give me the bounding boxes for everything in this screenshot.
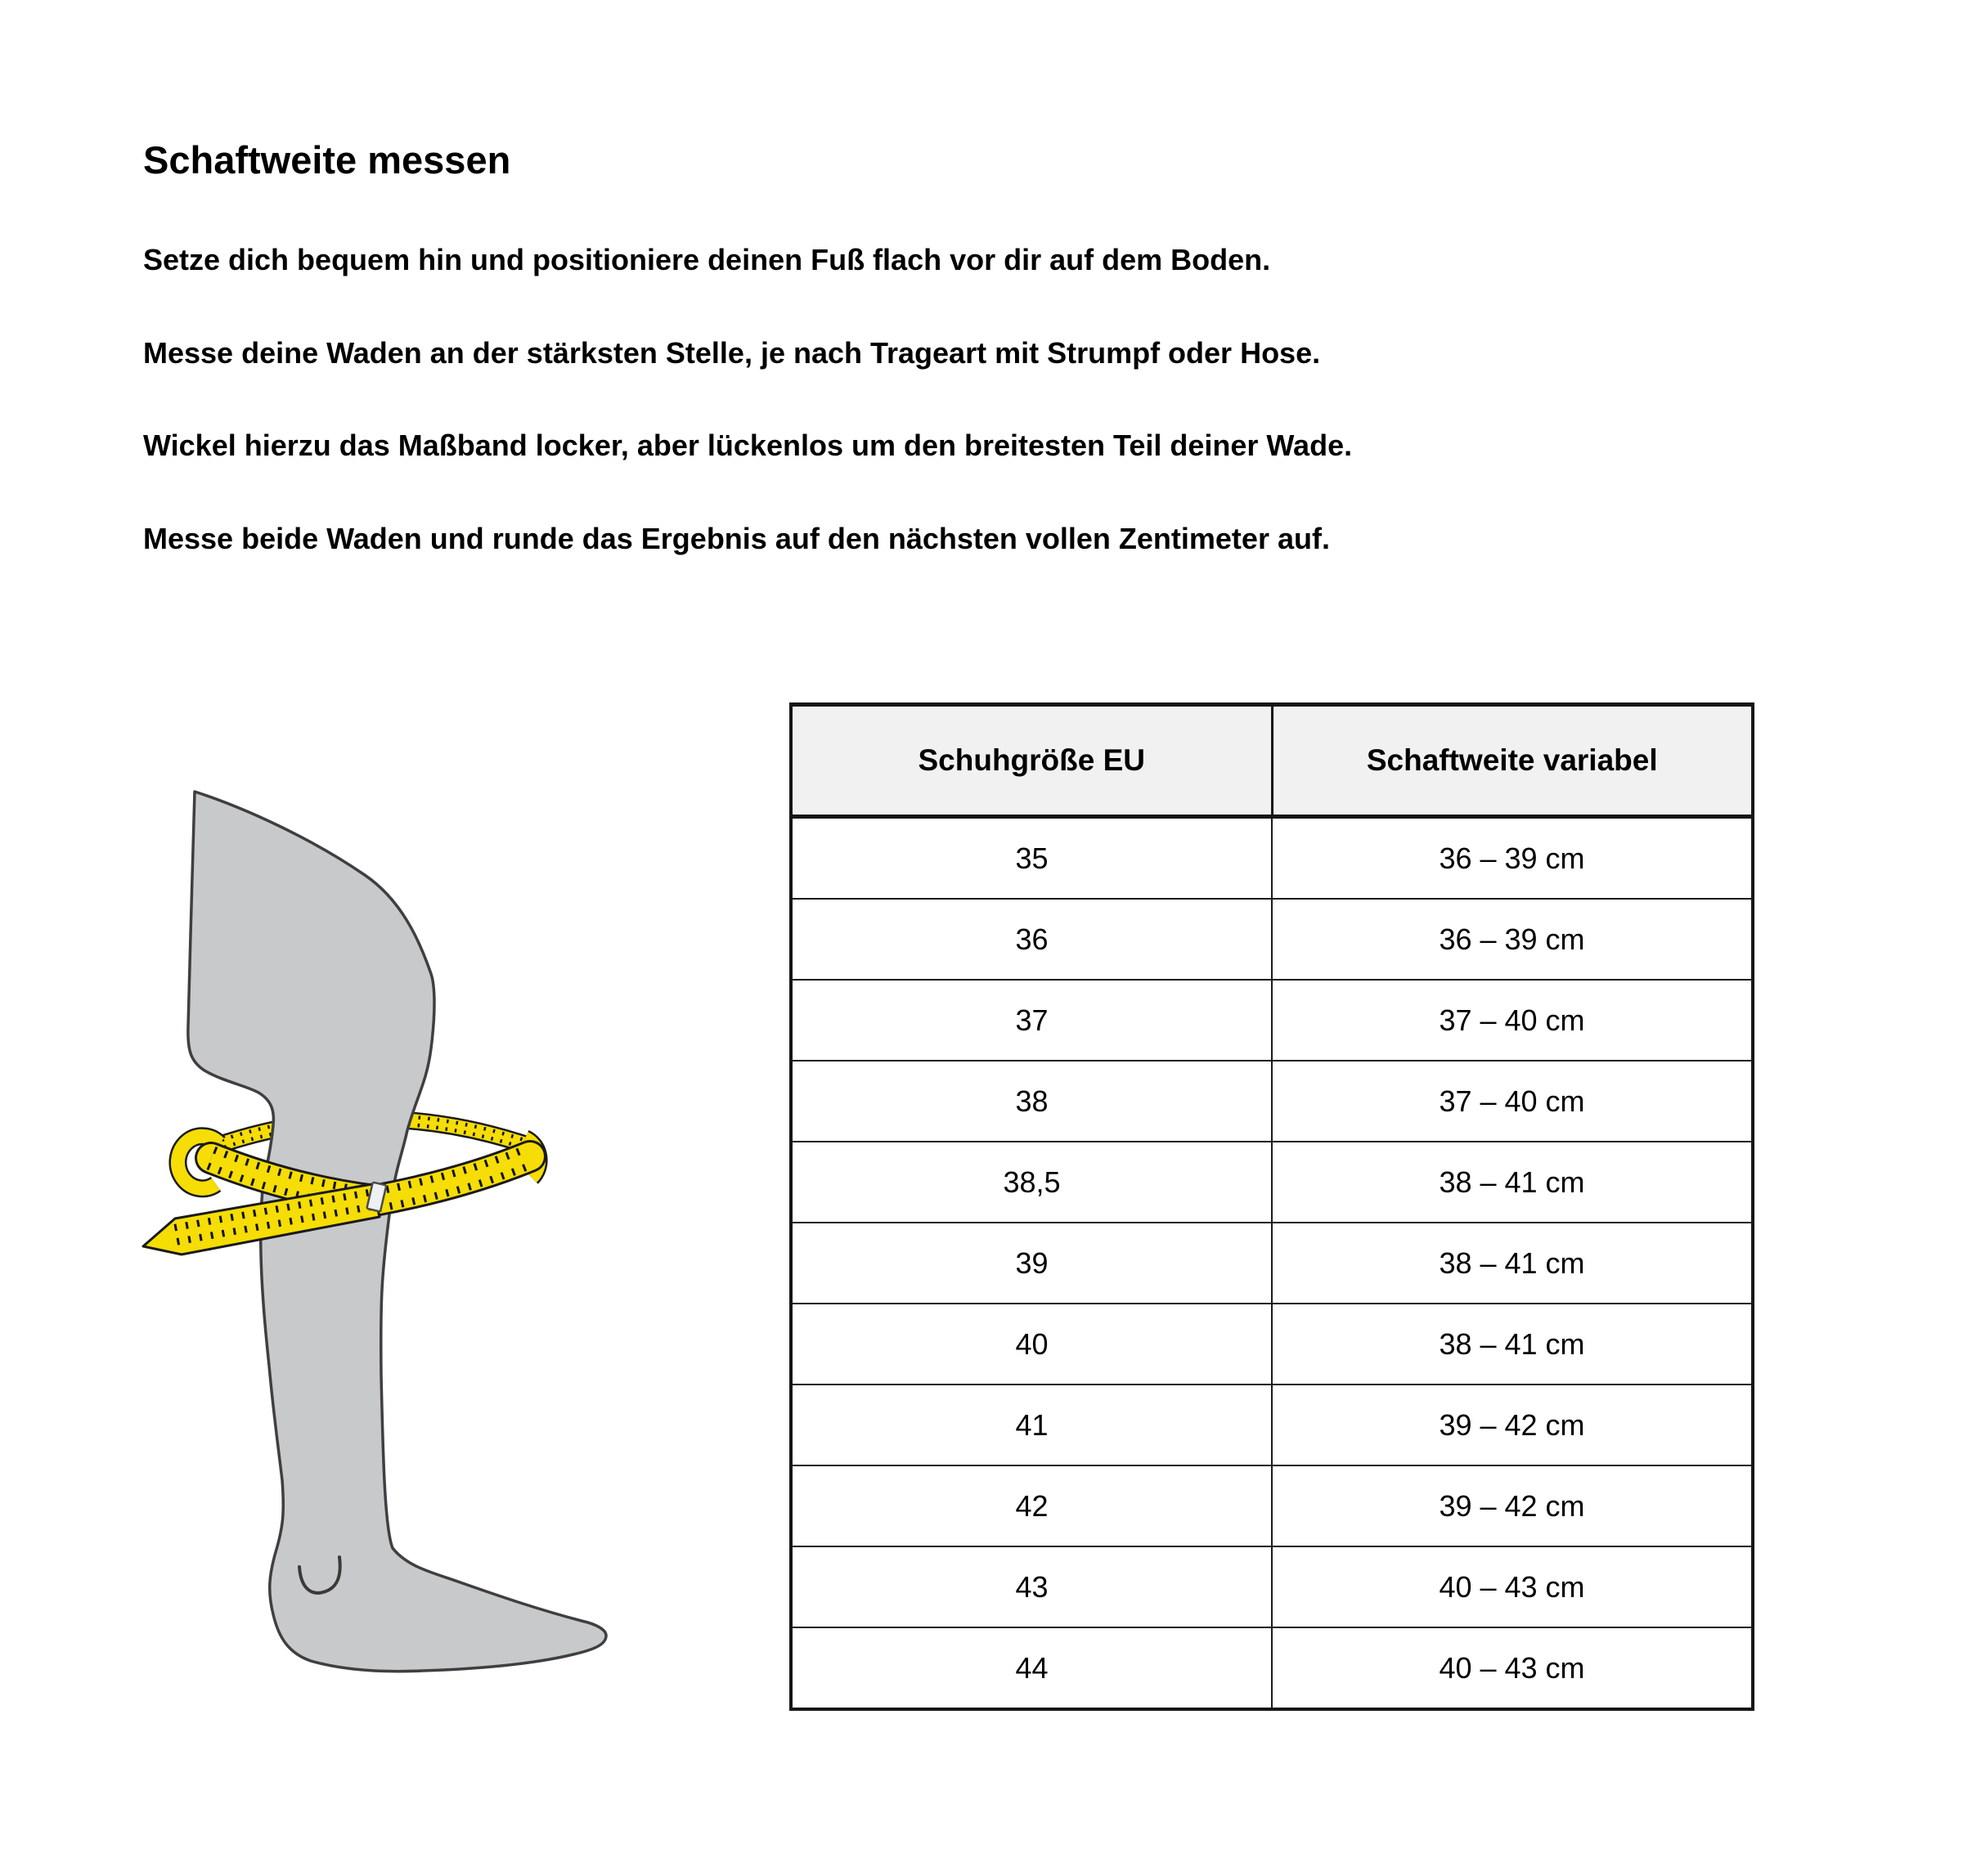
table-header-shaft-width: Schaftweite variabel [1272,705,1753,817]
table-row [791,1627,1753,1709]
shoe-size-cell: 41 [791,1385,1272,1465]
instruction-paragraph-3: Wickel hierzu das Maßband locker, aber lückenlos um den breitesten Teil deiner Wade. [143,429,1353,462]
shoe-size-cell: 37 [791,980,1272,1061]
shaft-width-cell: 38 – 41 cm [1272,1223,1753,1304]
shaft-width-cell: 36 – 39 cm [1272,899,1753,980]
shoe-size-cell: 36 [791,899,1272,980]
shaft-width-cell: 40 – 43 cm [1272,1546,1753,1627]
shaft-width-cell: 37 – 40 cm [1272,1061,1753,1142]
shaft-width-cell: 40 – 43 cm [1272,1627,1753,1709]
instruction-paragraph-2: Messe deine Waden an der stärksten Stelle, je nach Trageart mit Strumpf oder Hose. [143,336,1321,370]
shaft-width-cell: 36 – 39 cm [1272,817,1753,900]
shaft-width-cell: 37 – 40 cm [1272,980,1753,1061]
shoe-size-cell: 39 [791,1223,1272,1304]
instruction-paragraph-4: Messe beide Waden und runde das Ergebnis auf den nächsten vollen Zentimeter auf. [143,522,1330,555]
shoe-size-cell: 38 [791,1061,1272,1142]
shaft-width-cell: 39 – 42 cm [1272,1385,1753,1465]
shaft-width-cell: 38 – 41 cm [1272,1304,1753,1385]
table-header-row [791,705,1753,817]
shaft-width-cell: 38 – 41 cm [1272,1142,1753,1223]
shoe-size-cell: 43 [791,1546,1272,1627]
shoe-size-cell: 38,5 [791,1142,1272,1223]
table-row [791,817,1753,900]
leg-illustration [123,761,695,1685]
shoe-size-cell: 42 [791,1465,1272,1546]
table-row [791,1061,1753,1142]
shoe-size-cell: 35 [791,817,1272,900]
table-header-shoe-size: Schuhgröße EU [791,705,1272,817]
shoe-size-cell: 44 [791,1627,1272,1709]
shaft-width-cell: 39 – 42 cm [1272,1465,1753,1546]
table-row [791,1385,1753,1465]
shoe-size-cell: 40 [791,1304,1272,1385]
table-row [791,1304,1753,1385]
table-row [791,1223,1753,1304]
table-row [791,980,1753,1061]
table-row [791,1142,1753,1223]
page-title: Schaftweite messen [143,138,511,182]
size-table [789,702,1754,1711]
table-row [791,1546,1753,1627]
table-row [791,1465,1753,1546]
instruction-paragraph-1: Setze dich bequem hin und positioniere deinen Fuß flach vor dir auf dem Boden. [143,243,1271,276]
table-row [791,899,1753,980]
